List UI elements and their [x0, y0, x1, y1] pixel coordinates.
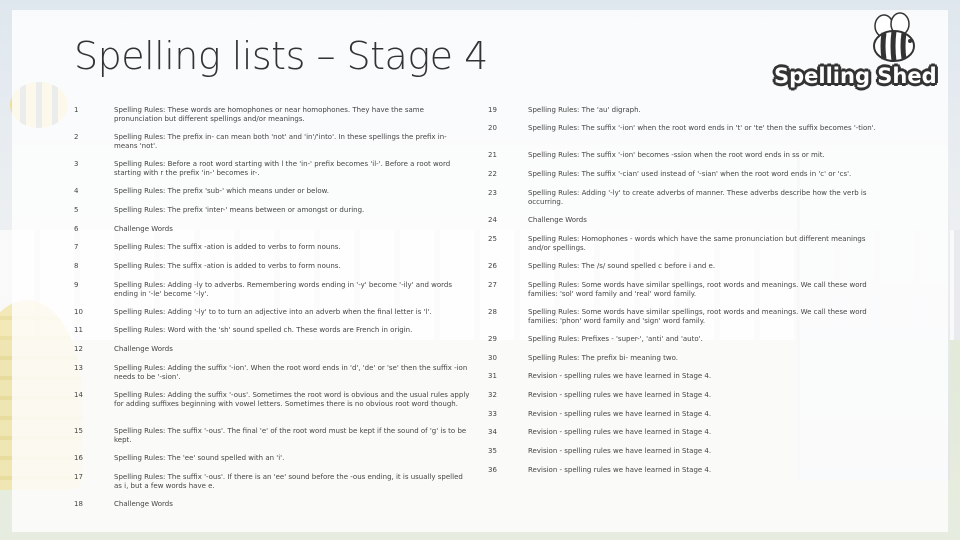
item-number: 8 [74, 262, 79, 270]
item-text: Spelling Rules: The suffix '-cian' used instead of '-sian' when the root word ends in 'c' or 'cs'. [528, 170, 852, 178]
item-number: 2 [74, 133, 79, 141]
item-text: Spelling Rules: The suffix '-ion' becomes -ssion when the root word ends in ss or mit. [528, 151, 825, 159]
item-text: Spelling Rules: Adding the suffix '-ous'. Sometimes the root word is obvious and the usual rules apply for adding suffixes beginning with vowel letters. Sometimes there is no obvious root word though. [114, 391, 470, 408]
item-text: Revision - spelling rules we have learned in Stage 4. [528, 466, 712, 474]
item-number: 1 [74, 106, 79, 114]
item-number: 16 [74, 454, 83, 462]
item-number: 30 [488, 354, 497, 362]
item-number: 7 [74, 243, 79, 251]
item-text: Revision - spelling rules we have learned in Stage 4. [528, 391, 712, 399]
item-text: Challenge Words [528, 216, 587, 224]
item-text: Spelling Rules: The suffix '-ion' when the root word ends in 't' or 'te' then the suffix becomes '-tion'. [528, 124, 876, 132]
item-number: 13 [74, 364, 83, 372]
item-text: Spelling Rules: Word with the 'sh' sound spelled ch. These words are French in origin. [114, 326, 413, 334]
item-text: Spelling Rules: The prefix bi- meaning two. [528, 354, 678, 362]
item-text: Spelling Rules: Prefixes - 'super-', 'anti' and 'auto'. [528, 335, 703, 343]
item-text: Challenge Words [114, 500, 173, 508]
item-text: Spelling Rules: The prefix in- can mean both 'not' and 'in'/'into'. In these spellings the prefix in- means 'not'. [114, 133, 447, 150]
item-text: Spelling Rules: The prefix 'sub-' which means under or below. [114, 187, 329, 195]
bee-icon [866, 12, 922, 68]
logo-text: Spelling Shed [774, 64, 937, 88]
item-number: 5 [74, 206, 79, 214]
item-text: Revision - spelling rules we have learned in Stage 4. [528, 372, 712, 380]
item-number: 19 [488, 106, 497, 114]
item-number: 22 [488, 170, 497, 178]
item-number: 36 [488, 466, 497, 474]
item-text: Spelling Rules: These words are homophones or near homophones. They have the same pronunciation but different spellings and/or meanings. [114, 106, 424, 123]
item-text: Spelling Rules: The suffix '-ous'. If there is an 'ee' sound before the -ous ending, it is usually spelled as i, but a few words have e. [114, 473, 463, 490]
item-number: 35 [488, 447, 497, 455]
item-number: 26 [488, 262, 497, 270]
item-number: 24 [488, 216, 497, 224]
item-text: Spelling Rules: The 'ee' sound spelled with an 'i'. [114, 454, 285, 462]
item-text: Revision - spelling rules we have learned in Stage 4. [528, 447, 712, 455]
item-text: Spelling Rules: The /s/ sound spelled c before i and e. [528, 262, 716, 270]
item-text: Spelling Rules: Adding the suffix '-ion'. When the root word ends in 'd', 'de' or 'se' then the suffix -ion needs to be '-sion'. [114, 364, 468, 381]
item-text: Spelling Rules: Adding -ly to adverbs. Remembering words ending in '-y' become '-ily' and words ending in '-le' become '-ly'. [114, 281, 453, 298]
item-text: Spelling Rules: The suffix '-ous'. The final 'e' of the root word must be kept if the sound of 'g' is to be kept. [114, 427, 467, 444]
item-text: Spelling Rules: Some words have similar spellings, root words and meanings. We call these word families: 'phon' word family and 'sign' word family. [528, 308, 867, 325]
item-text: Revision - spelling rules we have learned in Stage 4. [528, 428, 712, 436]
item-number: 23 [488, 189, 497, 197]
item-text: Challenge Words [114, 225, 173, 233]
page-title: Spelling lists – Stage 4 [74, 34, 488, 78]
item-number: 25 [488, 235, 497, 243]
item-number: 14 [74, 391, 83, 399]
item-number: 3 [74, 160, 79, 168]
item-text: Spelling Rules: Some words have similar spellings, root words and meanings. We call these word families: 'sol' word family and 'real' word family. [528, 281, 867, 298]
item-number: 31 [488, 372, 497, 380]
item-number: 27 [488, 281, 497, 289]
item-number: 4 [74, 187, 79, 195]
spelling-shed-logo [770, 10, 940, 96]
item-text: Spelling Rules: The 'au' digraph. [528, 106, 641, 114]
item-number: 11 [74, 326, 83, 334]
item-number: 12 [74, 345, 83, 353]
item-text: Challenge Words [114, 345, 173, 353]
item-number: 20 [488, 124, 497, 132]
item-number: 15 [74, 427, 83, 435]
item-number: 18 [74, 500, 83, 508]
item-number: 28 [488, 308, 497, 316]
item-text: Spelling Rules: Adding '-ly' to to turn an adjective into an adverb when the final letter is 'l'. [114, 308, 432, 316]
item-number: 33 [488, 410, 497, 418]
item-number: 6 [74, 225, 79, 233]
item-number: 32 [488, 391, 497, 399]
item-text: Spelling Rules: Adding '-ly' to create adverbs of manner. These adverbs describe how the verb is occurring. [528, 189, 867, 206]
item-number: 9 [74, 281, 79, 289]
item-text: Spelling Rules: Before a root word starting with l the 'in-' prefix becomes 'il-'. Before a root word starting with r the prefix 'in-' becomes ir-. [114, 160, 451, 177]
item-text: Spelling Rules: The prefix 'inter-' means between or amongst or during. [114, 206, 365, 214]
item-number: 29 [488, 335, 497, 343]
item-text: Spelling Rules: Homophones - words which have the same pronunciation but different meanings and/or spellings. [528, 235, 866, 252]
item-text: Spelling Rules: The suffix -ation is added to verbs to form nouns. [114, 262, 341, 270]
item-text: Revision - spelling rules we have learned in Stage 4. [528, 410, 712, 418]
item-number: 21 [488, 151, 497, 159]
item-number: 34 [488, 428, 497, 436]
item-number: 10 [74, 308, 83, 316]
item-number: 17 [74, 473, 83, 481]
item-text: Spelling Rules: The suffix -ation is added to verbs to form nouns. [114, 243, 341, 251]
